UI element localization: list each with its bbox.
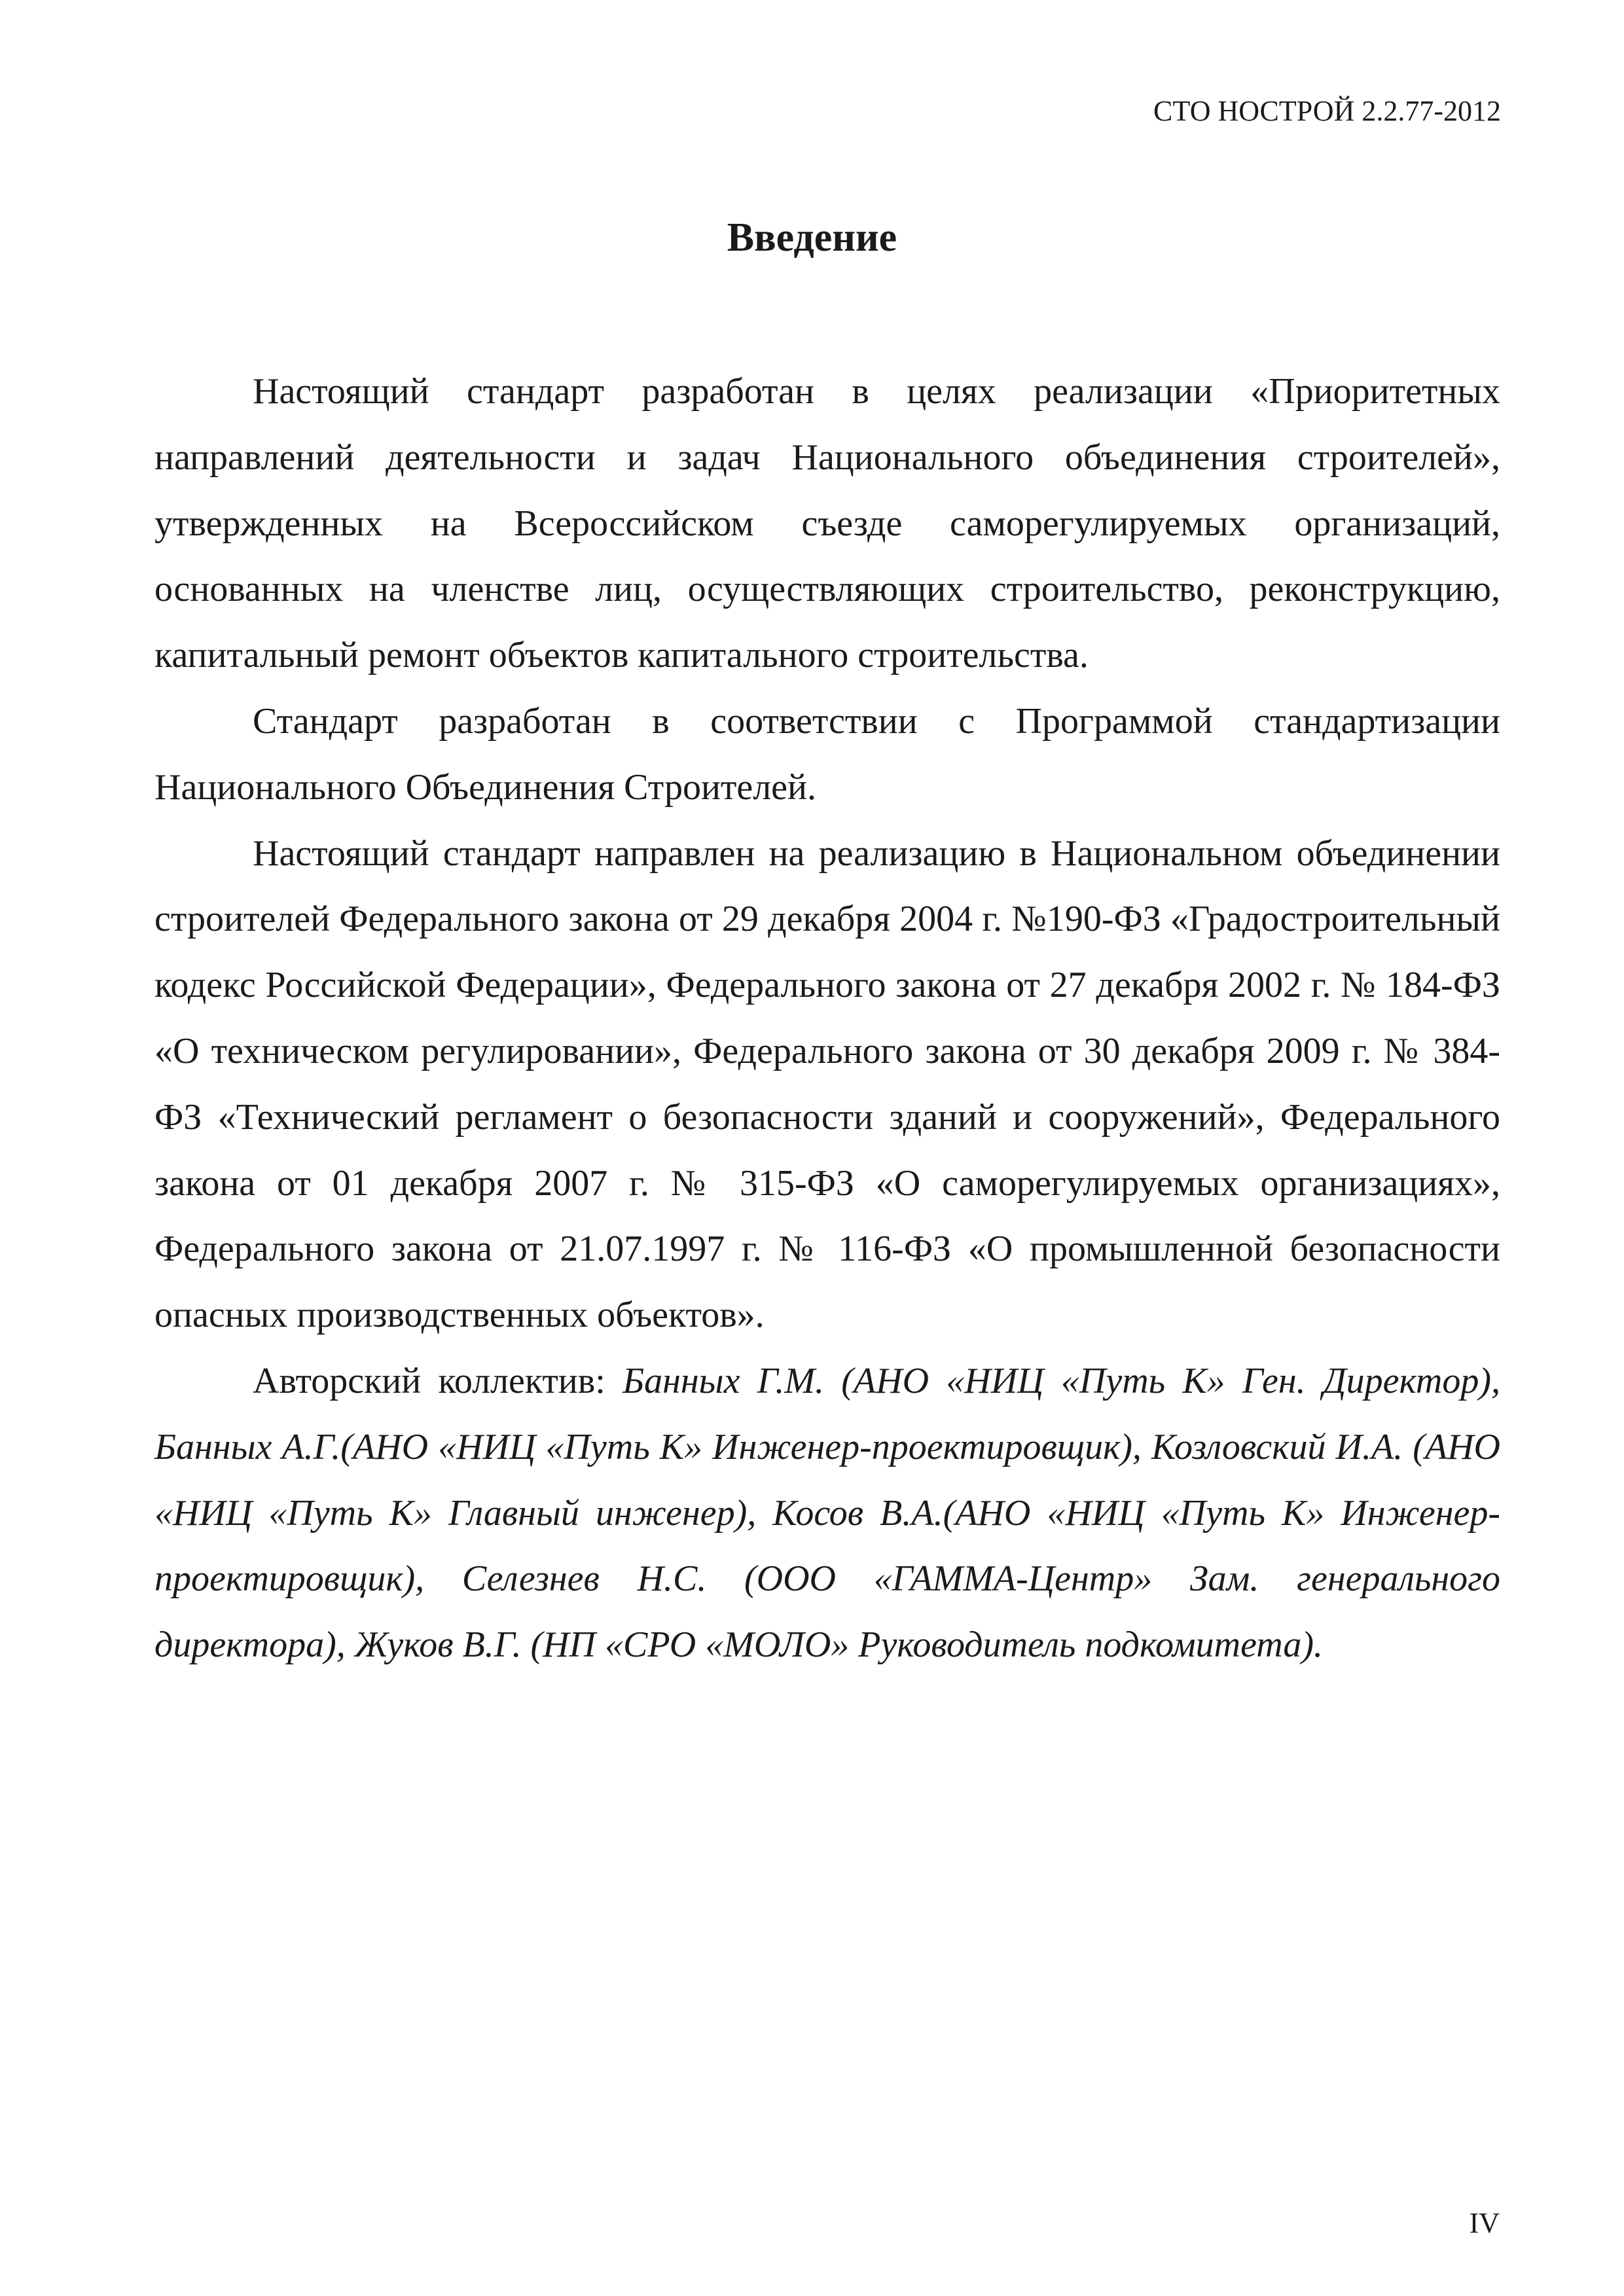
authors-label: Авторский коллектив: bbox=[253, 1360, 623, 1401]
section-title: Введение bbox=[727, 215, 897, 260]
document-code: СТО НОСТРОЙ 2.2.77-2012 bbox=[1153, 95, 1501, 127]
paragraph-program: Стандарт разработан в соответствии с Программой стандартизации Национального Объединения Строителей. bbox=[154, 700, 1500, 808]
paragraph-laws: Настоящий стандарт направлен на реализацию в Национальном объединении строителей Федерального закона от 29 декабря 2004 г. №190-ФЗ «Градостроительный кодекс Российской Федерации», Федерального закона от 27 декабря 2002 г. № 184-ФЗ «О техническом регулировании», Федерального закона от 30 декабря 2009 г. № 384-ФЗ «Технический регламент о безопасности зданий и сооружений», Федерального закона от 01 декабря 2007 г. № 315-ФЗ «О саморегулируемых организациях», Федерального закона от 21.07.1997 г. № 116-ФЗ «О промышленной безопасности опасных производственных объектов». bbox=[154, 833, 1500, 1336]
page-number: IV bbox=[1469, 2207, 1500, 2239]
authors-list: Банных Г.М. (АНО «НИЦ «Путь К» Ген. Директор), Банных А.Г.(АНО «НИЦ «Путь К» Инженер-проектировщик), Козловский И.А. (АНО «НИЦ «Путь К» Главный инженер), Косов В.А.(АНО «НИЦ «Путь К» Инженер-проектировщик), Селезнев Н.С. (ООО «ГАММА-Центр» Зам. генерального директора), Жуков В.Г. (НП «СРО «МОЛО» Руководитель подкомитета). bbox=[154, 1360, 1500, 1666]
section-body bbox=[154, 359, 1500, 1678]
paragraph-purpose: Настоящий стандарт разработан в целях реализации «Приоритетных направлений деятельности и задач Национального объединения строителей», утвержденных на Всероссийском съезде саморегулируемых организаций, основанных на членстве лиц, осуществляющих строительство, реконструкцию, капитальный ремонт объектов капитального строительства. bbox=[154, 371, 1500, 676]
paragraph-authors bbox=[154, 1348, 1500, 1678]
